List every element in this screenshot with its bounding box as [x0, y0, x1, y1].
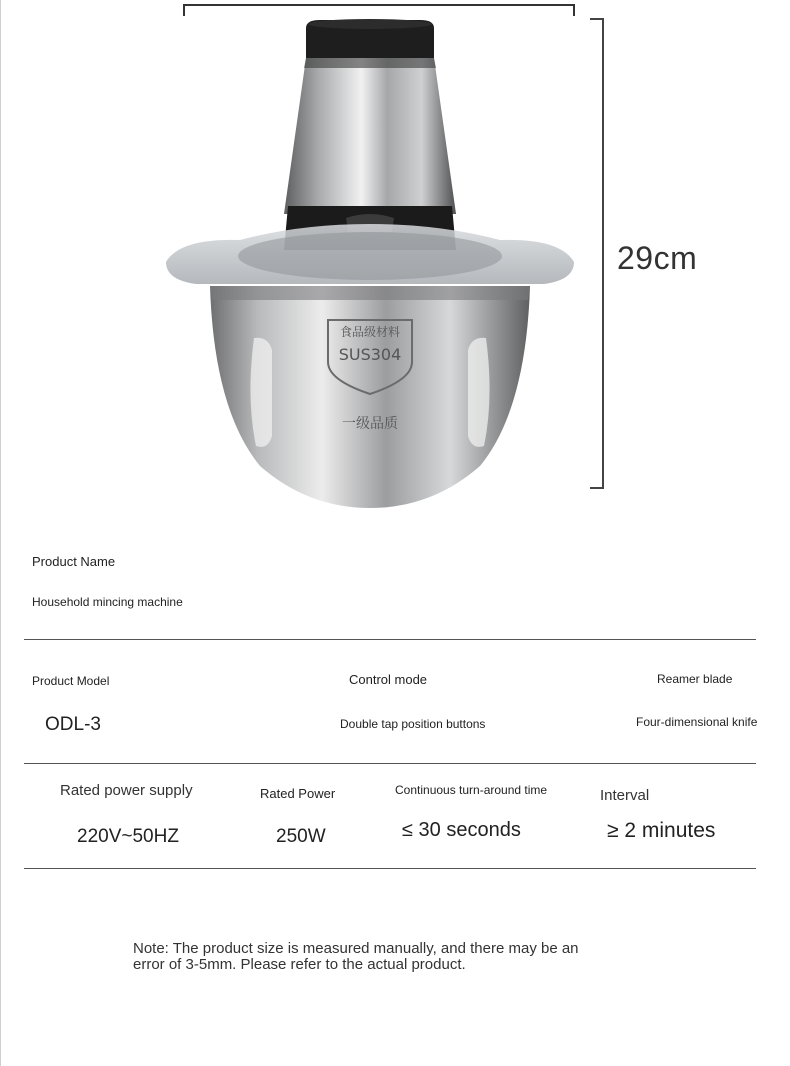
control-mode-label: Control mode: [349, 672, 428, 687]
product-model-value: ODL-3: [45, 714, 101, 735]
width-dimension-bracket: [183, 4, 575, 16]
badge-text: SUS304: [338, 345, 402, 364]
measurement-note: Note: The product size is measured manually, and there may be an error of 3-5mm. Please refer to the actual product.: [133, 940, 579, 973]
bowl-text: 一级品质: [342, 416, 398, 432]
height-dimension-label: 29cm: [617, 240, 698, 276]
height-dimension-bracket: [590, 18, 604, 489]
mincer-product-image: [160, 18, 580, 510]
product-name-value: Household mincing machine: [32, 595, 183, 609]
product-name-label: Product Name: [32, 554, 116, 569]
reamer-blade-value: Four-dimensional knife: [636, 715, 758, 729]
continuous-time-label: Continuous turn-around time: [395, 783, 548, 797]
page-left-border: [0, 0, 1, 1066]
divider: [24, 868, 756, 869]
product-model-label: Product Model: [32, 674, 110, 688]
rated-power-supply-value: 220V~50HZ: [77, 826, 179, 847]
reamer-blade-label: Reamer blade: [657, 672, 733, 686]
control-mode-value: Double tap position buttons: [340, 717, 486, 731]
rated-power-label: Rated Power: [260, 786, 336, 801]
rated-power-supply-label: Rated power supply: [60, 782, 193, 799]
interval-value: ≥ 2 minutes: [607, 819, 716, 842]
divider: [24, 639, 756, 640]
interval-label: Interval: [600, 787, 650, 804]
rated-power-value: 250W: [276, 826, 326, 847]
continuous-time-value: ≤ 30 seconds: [402, 819, 521, 841]
badge-top-text: 食品级材料: [339, 325, 401, 339]
divider: [24, 763, 756, 764]
